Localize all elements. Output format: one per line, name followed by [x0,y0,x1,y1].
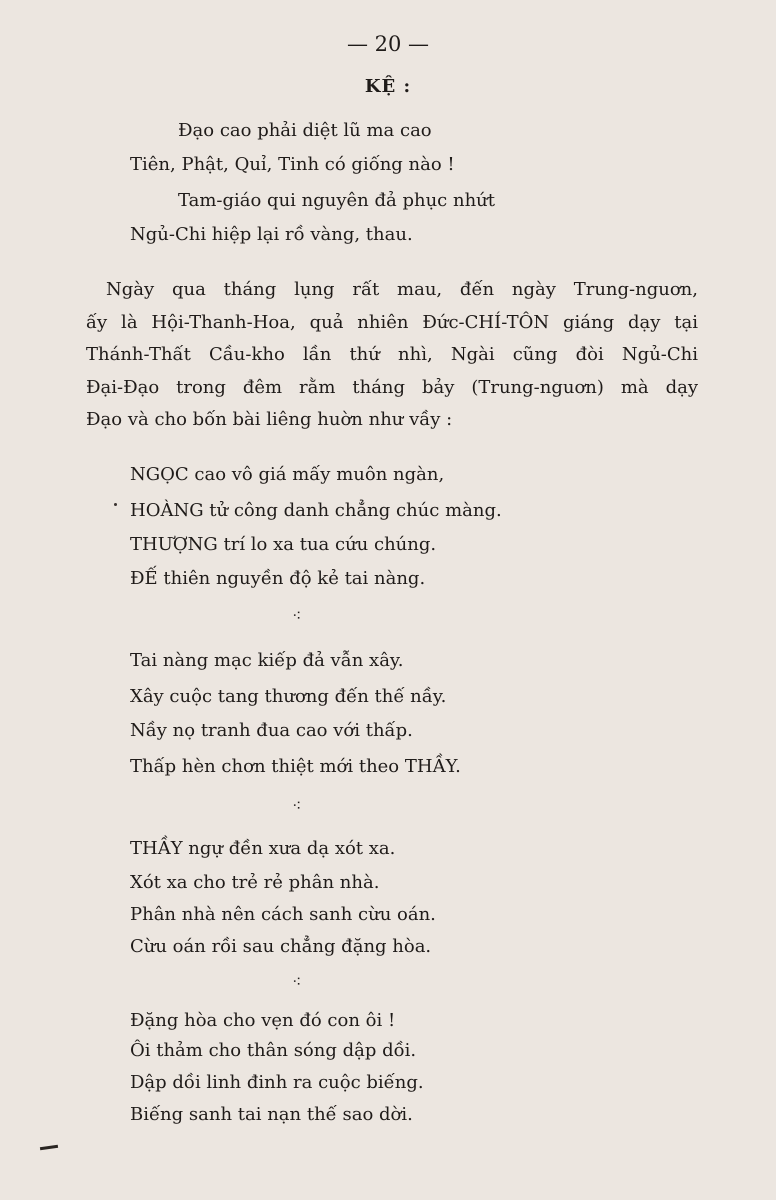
stanza-line: THƯỢNG trí lo xa tua cứu chúng. [130,534,437,555]
stanza-separator: ⁖ [292,796,303,815]
stanza-separator: ⁖ [292,972,303,991]
ink-speck [114,503,117,506]
margin-mark [40,1145,58,1150]
poem-line: Tiên, Phật, Quỉ, Tinh có giống nào ! [130,154,455,175]
stanza-line: THẦY ngự đền xưa dạ xót xa. [130,838,396,859]
stanza-line: Tai nàng mạc kiếp đả vẫn xây. [130,650,404,671]
stanza-line: Phân nhà nên cách sanh cừu oán. [130,904,436,925]
stanza-line: Dập dồi linh đinh ra cuộc biếng. [130,1072,424,1093]
stanza-line: HOÀNG tử công danh chẳng chúc màng. [130,500,502,521]
page-number: — 20 — [346,32,430,56]
stanza-line: Đặng hòa cho vẹn đó con ôi ! [130,1010,396,1031]
stanza-line: Xót xa cho trẻ rẻ phân nhà. [130,872,380,893]
stanza-line: Ôi thảm cho thân sóng dập dồi. [130,1040,417,1061]
stanza-separator: ⁖ [292,606,303,625]
stanza-line: Nầy nọ tranh đua cao với thấp. [130,720,413,741]
poem-line: Ngủ-Chi hiệp lại rồ vàng, thau. [130,224,413,245]
poem-line: Đạo cao phải diệt lũ ma cao [178,120,432,141]
prose-paragraph [86,274,698,437]
poem-line: Tam-giáo qui nguyên đả phục nhứt [178,190,495,211]
paragraph-line: Thánh-Thất Cầu-kho lần thứ nhì, Ngài cũng đòi Ngủ-Chi [86,344,698,365]
stanza-line: Biếng sanh tai nạn thế sao dời. [130,1104,413,1125]
stanza-line: Cừu oán rồi sau chẳng đặng hòa. [130,936,432,957]
stanza-line: ĐẾ thiên nguyền độ kẻ tai nàng. [130,568,426,589]
stanza-line: NGỌC cao vô giá mấy muôn ngàn, [130,464,445,485]
stanza-line: Xây cuộc tang thương đến thế nầy. [130,686,447,707]
stanza-line: Thấp hèn chơn thiệt mới theo THẦY. [130,756,461,777]
paragraph-line: Đạo và cho bốn bài liêng huờn như vầy : [86,409,453,430]
paragraph-line: Đại-Đạo trong đêm rằm tháng bảy (Trung-nguơn) mà dạy [86,376,698,398]
section-heading: KỆ : [364,76,412,97]
paragraph-line: ấy là Hội-Thanh-Hoa, quả nhiên Đức-CHÍ-TÔN giáng dạy tại [86,311,698,333]
paragraph-line: Ngày qua tháng lụng rất mau, đến ngày Trung-nguơn, [106,279,698,300]
